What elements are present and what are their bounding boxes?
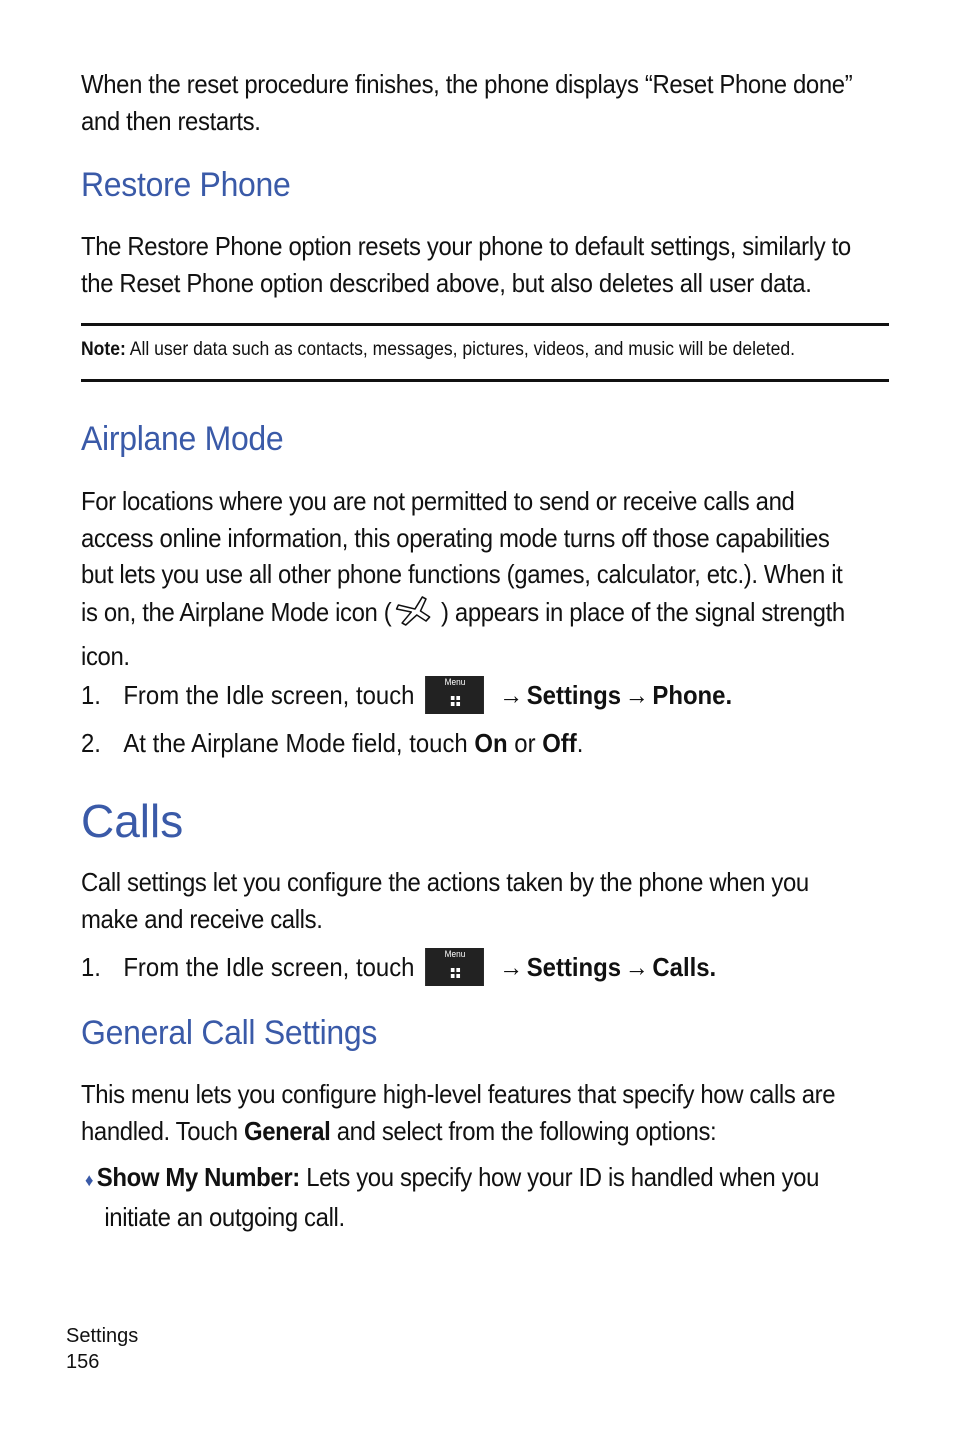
intro-paragraph — [81, 66, 891, 139]
bullet-label: Show My Number: — [96, 1162, 300, 1192]
intro-line-2: and then restarts. — [81, 105, 261, 136]
calls-step-1 — [81, 948, 716, 986]
general-bold: General — [243, 1115, 331, 1146]
note-bottom-rule — [81, 379, 889, 382]
arrow-icon: → — [499, 679, 524, 710]
general-line-1: This menu lets you configure high-level features that specify how calls are — [81, 1079, 836, 1109]
period: . — [576, 728, 584, 758]
arrow-icon: → — [499, 951, 524, 982]
airplane-mode-heading: Airplane Mode — [81, 420, 284, 458]
airplane-icon — [395, 593, 437, 639]
step-text: From the Idle screen, touch — [123, 679, 415, 710]
airplane-line-1: For locations where you are not permitted to send or receive calls and — [81, 486, 795, 516]
calls-paragraph — [81, 864, 891, 937]
step-text: From the Idle screen, touch — [123, 951, 415, 982]
or-text: or — [514, 728, 536, 758]
menu-button[interactable] — [426, 948, 485, 986]
grid-icon — [451, 968, 460, 978]
diamond-bullet-icon: ♦ — [85, 1170, 94, 1190]
restore-line-1: The Restore Phone option resets your phone to default settings, similarly to — [81, 231, 851, 261]
airplane-step-2 — [81, 728, 583, 759]
airplane-line-3: but lets you use all other phone functions (games, calculator, etc.). When it — [81, 559, 843, 589]
bullet-line-1: Lets you specify how your ID is handled when you — [306, 1162, 820, 1192]
restore-paragraph — [81, 228, 891, 301]
menu-button[interactable] — [426, 676, 485, 714]
phone-label: Phone. — [652, 679, 733, 710]
calls-heading: Calls — [81, 795, 184, 847]
menu-button-label: Menu — [444, 677, 466, 687]
restore-line-2: the Reset Phone option described above, but also deletes all user data. — [81, 267, 812, 298]
settings-label: Settings — [526, 951, 622, 982]
calls-line-2: make and receive calls. — [81, 903, 323, 934]
airplane-line-4a: is on, the Airplane Mode icon ( — [81, 596, 392, 627]
calls-label: Calls. — [652, 951, 717, 982]
arrow-icon: → — [624, 951, 649, 982]
settings-label: Settings — [526, 679, 622, 710]
calls-line-1: Call settings let you configure the actions taken by the phone when you — [81, 867, 809, 897]
step-text: At the Airplane Mode field, touch — [123, 728, 468, 758]
note-text: All user data such as contacts, messages, pictures, videos, and music will be deleted. — [129, 338, 796, 360]
airplane-step-1 — [81, 676, 732, 714]
airplane-line-5: icon. — [81, 641, 130, 671]
general-line-2a: handled. Touch — [81, 1115, 238, 1146]
step-number: 2. — [81, 728, 101, 758]
restore-phone-heading: Restore Phone — [81, 166, 291, 204]
airplane-paragraph — [81, 483, 891, 675]
note-top-rule — [81, 323, 889, 326]
bullet-show-my-number — [85, 1159, 895, 1235]
intro-line-1: When the reset procedure finishes, the phone displays “Reset Phone done” — [81, 69, 853, 99]
page-footer — [66, 1323, 138, 1375]
footer-page-number: 156 — [66, 1351, 100, 1373]
step-number: 1. — [81, 951, 101, 982]
footer-section: Settings — [66, 1325, 139, 1347]
note — [81, 338, 795, 361]
on-label: On — [474, 728, 508, 758]
arrow-icon: → — [624, 679, 649, 710]
step-number: 1. — [81, 679, 101, 710]
bullet-line-2: initiate an outgoing call. — [104, 1201, 345, 1232]
airplane-line-2: access online information, this operating mode turns off those capabilities — [81, 522, 830, 553]
grid-icon — [451, 696, 460, 706]
general-call-settings-heading: General Call Settings — [81, 1014, 378, 1052]
airplane-line-4b: ) appears in place of the signal strength — [441, 596, 845, 627]
note-label: Note: — [81, 338, 126, 360]
general-line-2c: and select from the following options: — [336, 1115, 717, 1146]
menu-button-label: Menu — [444, 949, 466, 959]
general-paragraph — [81, 1076, 891, 1149]
off-label: Off — [542, 728, 577, 758]
